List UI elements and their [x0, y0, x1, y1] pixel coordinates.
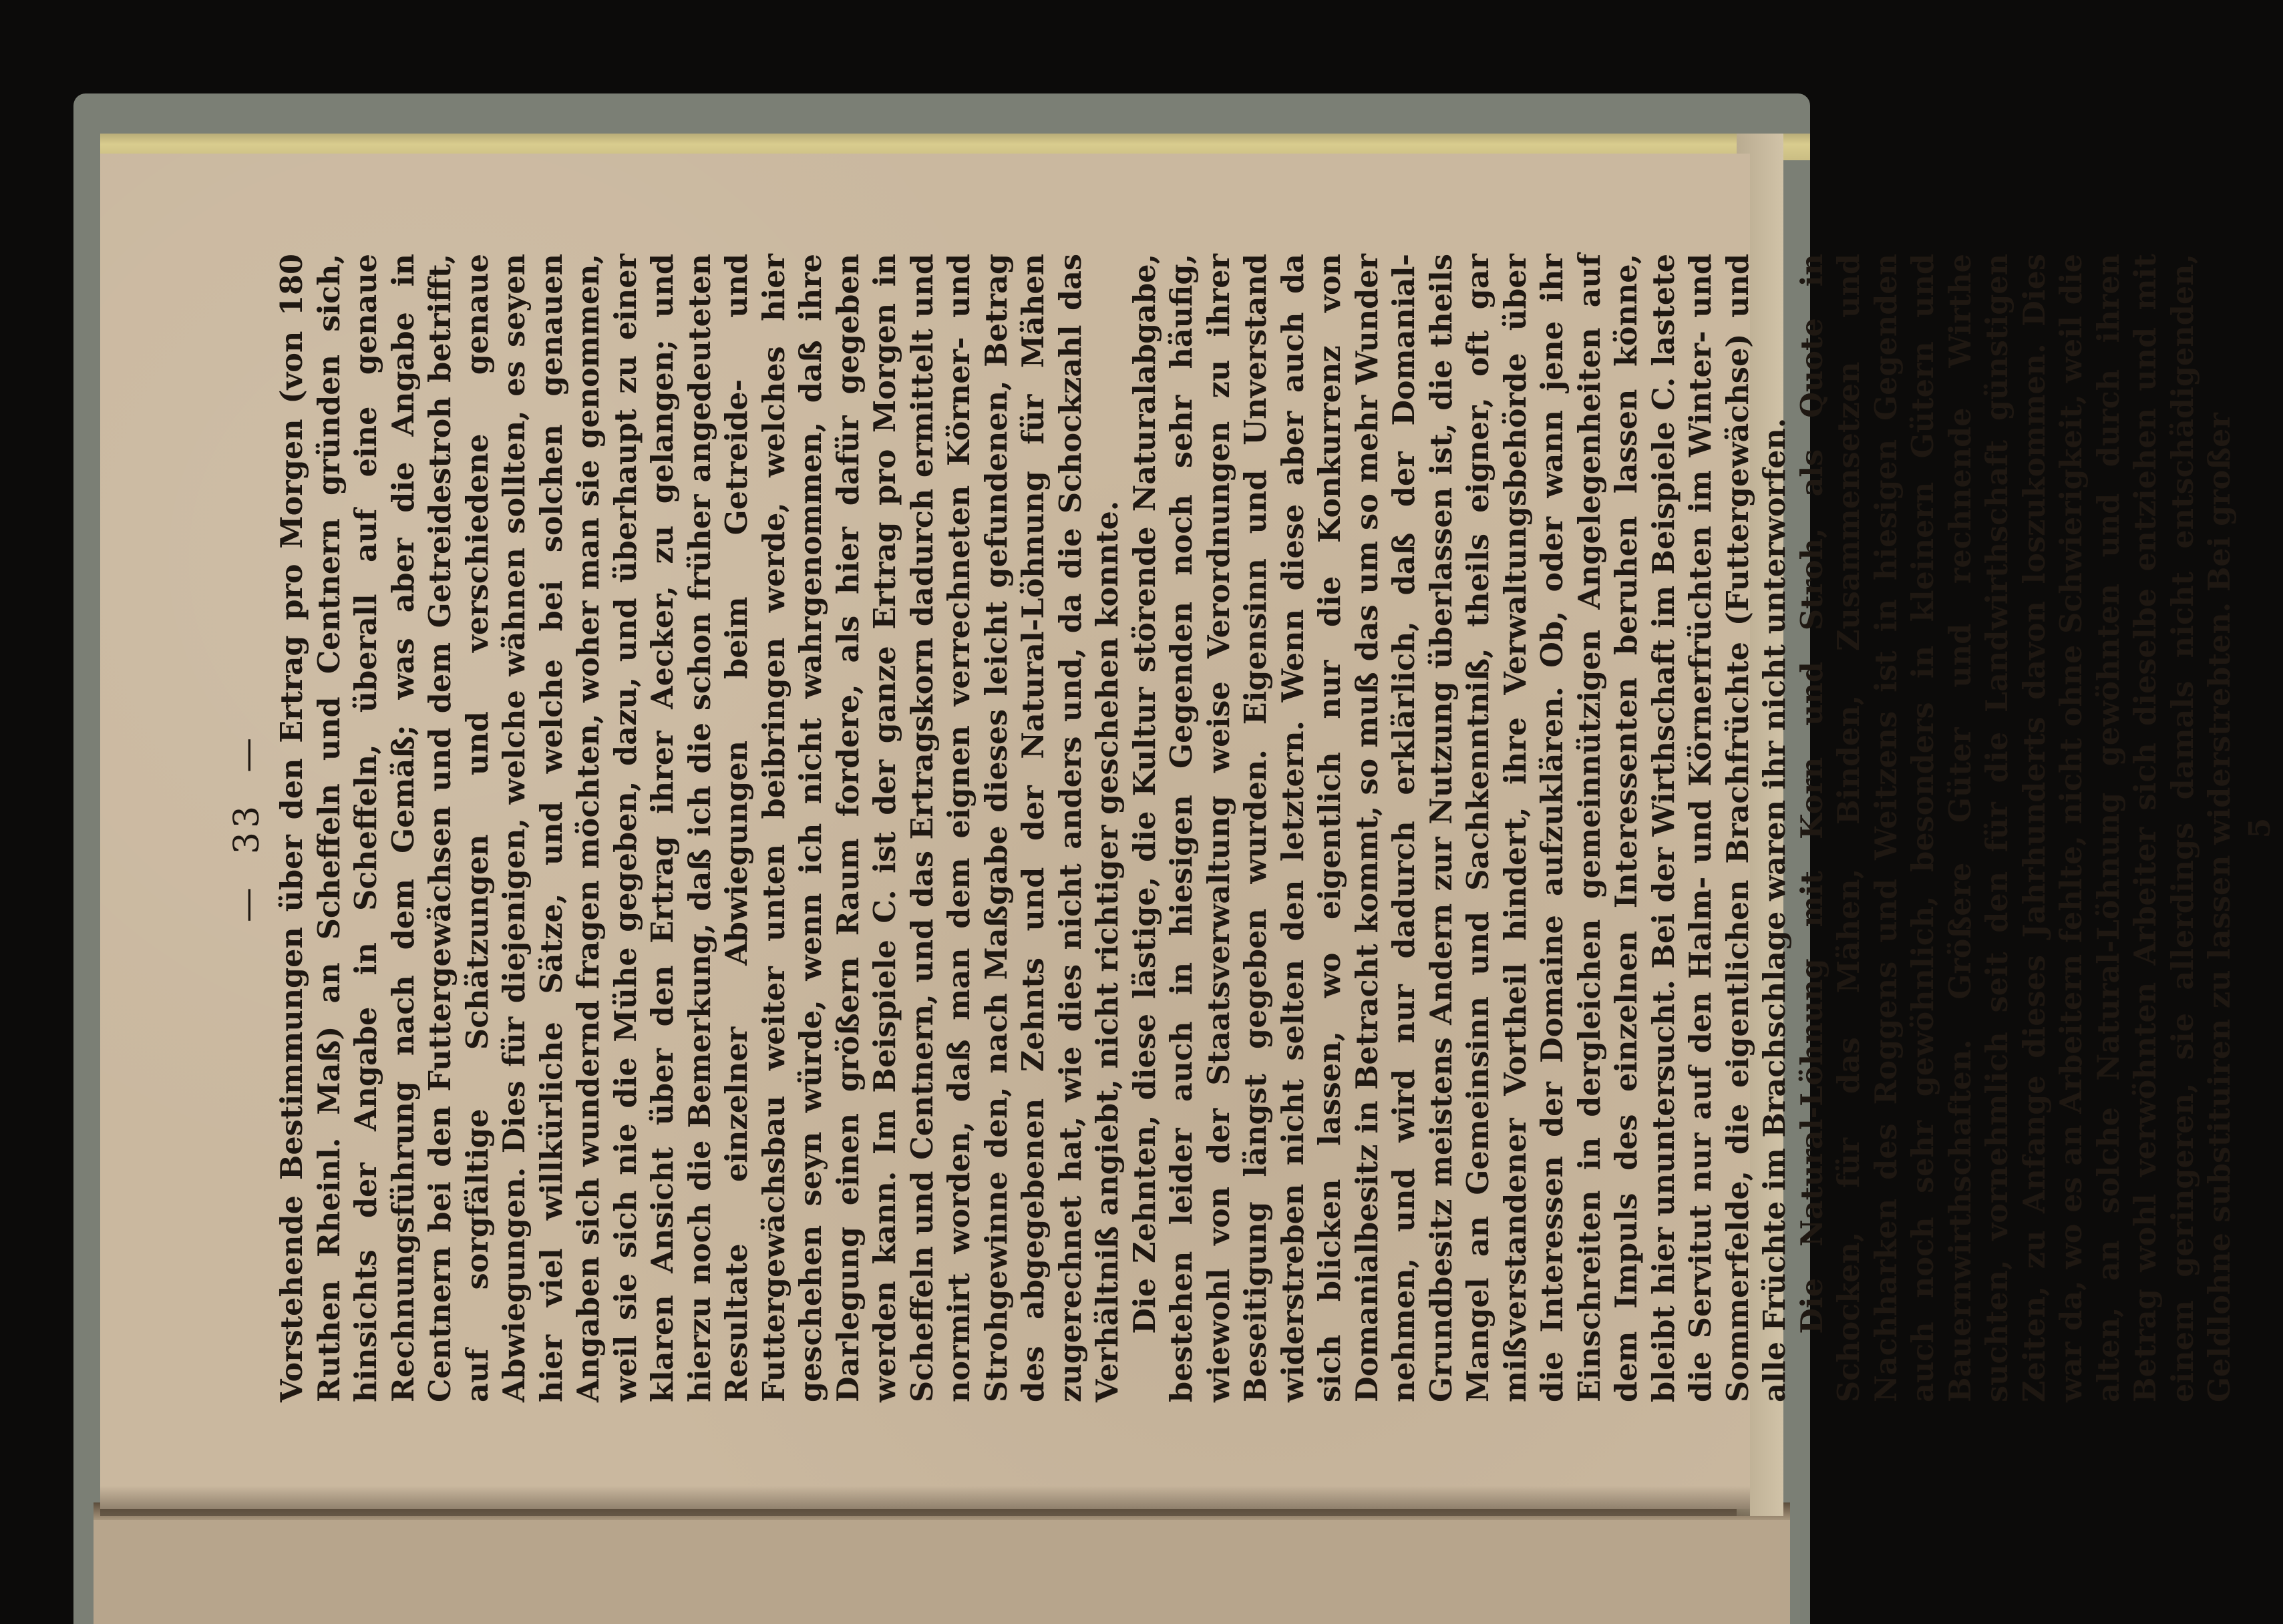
paragraph: Die Natural-Löhnung mit Korn und Stroh, als Quote in Schocken, für das Mähen, Binden, Zusammensetzen und Nachharken des Roggens und Weitzens ist in hiesigen Gegenden auch noch sehr gewöhnlich, besonders in kleinern Gütern und Bauernwirthschaften. Größere Güter und rechnende Wirthe suchten, vornehmlich seit den für die Landwirthschaft günstigen Zeiten, zu Anfange dieses Jahrhunderts davon loszukommen. Dies war da, wo es an Arbeitern fehlte, nicht ohne Schwierigkeit, weil die alten, an solche Natural-Löhnung gewöhnten und durch ihren Betrag wohl verwöhnten Arbeiter sich dieselbe entziehen und mit einem geringeren, sie allerdings damals nicht entschädigenden, Geldlohne substituiren zu lassen widerstrebten. Bei großer: [1794, 254, 2237, 1402]
page-number: 33: [227, 801, 267, 855]
paragraph: Vorstehende Bestimmungen über den Ertrag pro Morgen (von 180 Ruthen Rheinl. Maß) an Scheffeln und Centnern gründen sich, hinsichts der Angabe in Scheffeln, überall auf eine genaue Rechnungsführung nach dem Gemäß; was aber die Angabe in Centnern bei den Futtergewächsen und dem Getreidestroh betrifft, auf sorgfältige Schätzungen und verschiedene genaue Abwiegungen. Dies für diejenigen, welche wähnen sollten, es seyen hier viel willkürliche Sätze, und welche bei solchen genauen Angaben sich wundernd fragen möchten, woher man sie genommen, weil sie sich nie die Mühe gegeben, dazu, und überhaupt zu einer klaren Ansicht über den Ertrag ihrer Aecker, zu gelangen; und hierzu noch die Bemerkung, daß ich die schon früher angedeuteten Resultate einzelner Abwiegungen beim Getreide- und Futtergewächsbau weiter unten beibringen werde, welches hier geschehen seyn würde, wenn ich nicht wahrgenommen, daß ihre Darlegung einen größern Raum fordere, als hier dafür gegeben werden kann. Im Beispiele C. ist der ganze Ertrag pro Morgen in Scheffeln und Centnern, und das Ertragskorn dadurch ermittelt und normirt worden, daß man dem eignen verrechneten Körner- und Strohgewinne den, nach Maßgabe dieses leicht gefundenen, Betrag des abgegebenen Zehnts und der Natural-Löhnung für Mähen zugerechnet hat, wie dies nicht anders und, da die Schockzahl das Verhältniß angiebt, nicht richtiger geschehen konnte.: [275, 254, 1125, 1402]
running-header: [220, 254, 274, 1402]
header-dash-right: —: [227, 733, 267, 773]
rotated-text-block: [220, 254, 2277, 1402]
paragraph: Die Zehnten, diese lästige, die Kultur störende Naturalabgabe, bestehen leider auch in hiesigen Gegenden noch sehr häufig, wiewohl von der Staatsverwaltung weise Verordnungen zu ihrer Beseitigung längst gegeben wurden. Eigensinn und Unverstand widerstreben nicht selten den letztern. Wenn diese aber auch da sich blicken lassen, wo eigentlich nur die Konkurrenz von Domanialbesitz in Betracht kommt, so muß das um so mehr Wunder nehmen, und wird nur dadurch erklärlich, daß der Domanial-Grundbesitz meistens Andern zur Nutzung überlassen ist, die theils Mangel an Gemeinsinn und Sachkenntniß, theils eigner, oft gar mißverstandener Vortheil hindert, ihre Verwaltungsbehörde über die Interessen der Domaine aufzuklären. Ob, oder wann jene ihr Einschreiten in dergleichen gemeinnützigen Angelegenheiten auf dem Impuls des einzelnen Interessenten beruhen lassen könne, bleibt hier ununtersucht. Bei der Wirthschaft im Beispiele C. lastete die Servitut nur auf den Halm- und Körnerfrüchten im Winter- und Sommerfelde, die eigentlichen Brachfrüchte (Futtergewächse) und alle Früchte im Brachschlage waren ihr nicht unterworfen.: [1127, 254, 1792, 1402]
previous-page-edge: [94, 1502, 1790, 1624]
gutter-shadow: [100, 1486, 1750, 1516]
body-text: [274, 254, 2239, 1402]
header-dash-left: —: [227, 883, 267, 923]
signature-mark: 5: [2242, 817, 2277, 839]
